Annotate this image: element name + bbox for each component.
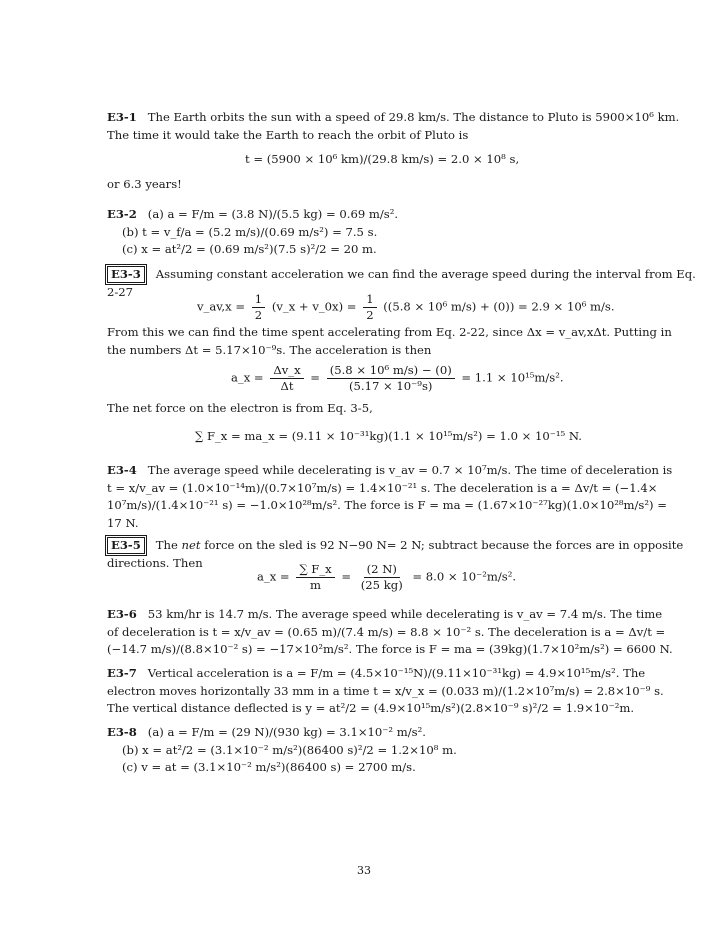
equation-net-force: ∑ F_x = ma_x = (9.11 × 10⁻³¹kg)(1.1 × 10¹⁵m/s²) = 1.0 × 10⁻¹⁵ N. [195,429,582,443]
exercise-label: E3-8 [107,725,137,739]
exercise-e3-3 [107,266,696,443]
equation-acceleration: a_x = $\frac{\Delta v\_x}{\Delta t}$ = $\frac{\text{(5.8 × 10⁶ m/s) − (0)}}{\text{(5.17 × 10⁻⁹s)}}$ = 1.1 × 10¹⁵m/s². [231,363,564,393]
paragraph-line: The net force on the electron is from Eq. 3-5, [107,401,373,415]
paragraph-line: t = x/v_av = (1.0×10⁻¹⁴m)/(0.7×10⁷m/s) = 1.4×10⁻²¹ s. The deceleration is a = Δv/t = (−1.4× [107,480,658,495]
paragraph-line: The vertical distance deflected is y = at²/2 = (4.9×10¹⁵m/s²)(2.8×10⁻⁹ s)²/2 = 1.9×10⁻²m. [107,701,635,715]
paragraph-line: From this we can find the time spent accelerating from Eq. 2-22, since Δx = v_av,xΔt. Putting in [107,325,672,339]
paragraph-line: of deceleration is t = x/v_av = (0.65 m)/(7.4 m/s) = 8.8 × 10⁻² s. The deceleration is a = Δv/t = [107,624,666,639]
part-a: (a) a = F/m = (29 N)/(930 kg) = 3.1×10⁻² m/s². [147,725,426,739]
equation-average-speed: v_av,x = $\frac{1}{2}$ (v_x + v_0x) = $\frac{1}{2}$ ((5.8 × 10⁶ m/s) + (0)) = 2.9 × 10⁶ m/s. [197,292,615,322]
part-a: (a) a = F/m = (3.8 N)/(5.5 kg) = 0.69 m/s². [147,207,399,221]
equation: t = (5900 × 10⁶ km)/(29.8 km/s) = 2.0 × 10⁸ s, [245,152,520,166]
exercise-label: E3-2 [107,207,137,221]
part-c: (c) x = at²/2 = (0.69 m/s²)(7.5 s)²/2 = 20 m. [122,242,377,256]
exercise-e3-8 [107,724,622,777]
paragraph-line: the numbers Δt = 5.17×10⁻⁹s. The acceleration is then [107,343,432,357]
paragraph-line: 2-27 [107,284,134,299]
paragraph-line: The average speed while decelerating is v_av = 0.7 × 10⁷m/s. The time of deceleration is [147,463,673,477]
part-c: (c) v = at = (3.1×10⁻² m/s²)(86400 s) = 2700 m/s. [122,760,416,774]
paragraph-line: (−14.7 m/s)/(8.8×10⁻² s) = −17×10²m/s². The force is F = ma = (39kg)(1.7×10²m/s²) = 6600 N. [107,642,673,656]
exercise-e3-6 [107,606,673,659]
part-b: (b) x = at²/2 = (3.1×10⁻² m/s²)(86400 s)²/2 = 1.2×10⁸ m. [122,742,457,757]
exercise-label: E3-4 [107,463,137,477]
paragraph-line: 10⁷m/s)/(1.4×10⁻²¹ s) = −1.0×10²⁸m/s². The force is F = ma = (1.67×10⁻²⁷kg)(1.0×10²⁸m/s²) = [107,498,667,512]
paragraph-line: Assuming constant acceleration we can find the average speed during the interval from Eq. [155,267,696,281]
exercise-e3-1 [107,109,680,193]
paragraph-line: 17 N. [107,515,139,530]
exercise-label: E3-7 [107,666,137,680]
exercise-e3-4 [107,462,673,532]
exercise-label: E3-6 [107,607,137,621]
paragraph-line: directions. Then [107,555,203,570]
exercise-e3-2 [107,206,622,259]
page-number: 33 [357,864,371,877]
paragraph-line: electron moves horizontally 33 mm in a time t = x/v_x = (0.033 m)/(1.2×10⁷m/s) = 2.8×10⁻⁹ s. [107,683,664,698]
exercise-e3-5: E3-5 The net force on the sled is 92 N−90 N= 2 N; subtract because the forces are in opposite directions. Then a_x = $\frac{\sum F\_x}{m}$ = $\frac{(2 N)}{(25 kg)}$ = 8.0 × 10⁻²m/s². [107,538,684,592]
exercise-label: E3-5 [107,537,145,554]
exercise-label: E3-1 [107,110,137,124]
paragraph-line: 53 km/hr is 14.7 m/s. The average speed while decelerating is v_av = 7.4 m/s. The time [147,607,663,621]
paragraph-line: The Earth orbits the sun with a speed of 29.8 km/s. The distance to Pluto is 5900×10⁶ km. [147,110,680,124]
exercise-e3-7 [107,665,664,718]
exercise-label: E3-3 [107,266,145,283]
paragraph-line: Vertical acceleration is a = F/m = (4.5×10⁻¹⁵N)/(9.11×10⁻³¹kg) = 4.9×10¹⁵m/s². The [147,666,646,680]
paragraph-line: or 6.3 years! [107,176,182,191]
equation-sled-acceleration: a_x = $\frac{\sum F\_x}{m}$ = $\frac{(2 N)}{(25 kg)}$ = 8.0 × 10⁻²m/s². [257,562,517,592]
part-b: (b) t = v_f/a = (5.2 m/s)/(0.69 m/s²) = 7.5 s. [122,224,378,239]
paragraph-line: The time it would take the Earth to reach the orbit of Pluto is [107,127,469,142]
